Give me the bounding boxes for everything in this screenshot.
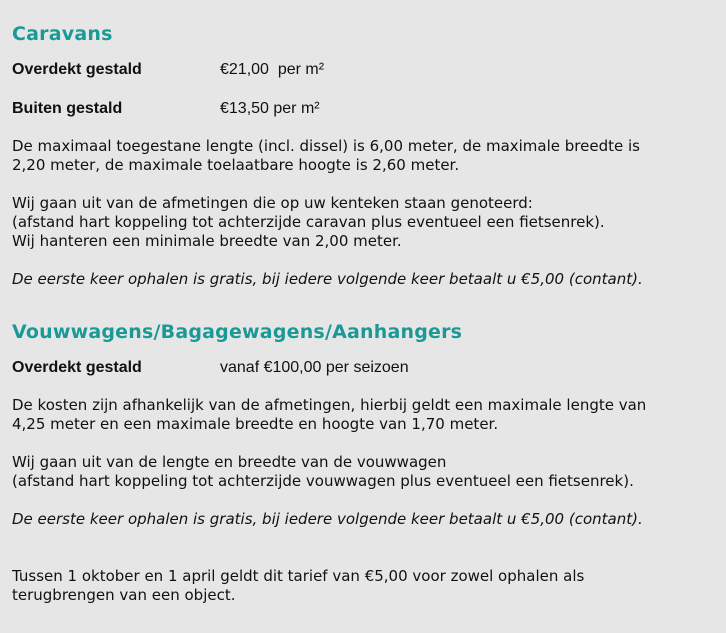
- price-row-outside: [12, 99, 714, 118]
- folding-heading: Vouwwagens/Bagagewagens/Aanhangers: [12, 321, 463, 343]
- price-label: Overdekt gestald: [12, 61, 142, 78]
- price-value: €13,50 per m²: [220, 100, 320, 117]
- registration-text: Wij gaan uit van de afmetingen die op uw kenteken staan genoteerd:: [12, 194, 533, 212]
- registration-text: Wij hanteren een minimale breedte van 2,00 meter.: [12, 232, 402, 250]
- costs-text: De kosten zijn afhankelijk van de afmetingen, hierbij geldt een maximale lengte van: [12, 396, 647, 414]
- price-label: Overdekt gestald: [12, 359, 142, 376]
- price-value: vanaf €100,00 per seizoen: [220, 359, 409, 376]
- measure-text: (afstand hart koppeling tot achterzijde vouwwagen plus eventueel een fietsenrek).: [12, 472, 634, 490]
- winter-note: Tussen 1 oktober en 1 april geldt dit tarief van €5,00 voor zowel ophalen als: [12, 567, 585, 585]
- pickup-note: De eerste keer ophalen is gratis, bij iedere volgende keer betaalt u €5,00 (contant).: [12, 510, 643, 528]
- winter-note: terugbrengen van een object.: [12, 586, 236, 604]
- measure-text: Wij gaan uit van de lengte en breedte van de vouwwagen: [12, 453, 447, 471]
- price-label: Buiten gestald: [12, 100, 123, 117]
- dimensions-text: 2,20 meter, de maximale toelaatbare hoogte is 2,60 meter.: [12, 156, 460, 174]
- registration-text: (afstand hart koppeling tot achterzijde caravan plus eventueel een fietsenrek).: [12, 213, 605, 231]
- costs-text: 4,25 meter en een maximale breedte en hoogte van 1,70 meter.: [12, 415, 499, 433]
- price-value: €21,00 per m²: [220, 61, 325, 78]
- price-row-covered: [12, 60, 714, 79]
- dimensions-text: De maximaal toegestane lengte (incl. dissel) is 6,00 meter, de maximale breedte is: [12, 137, 640, 155]
- price-row-covered-folding: [12, 358, 714, 377]
- caravans-heading: Caravans: [12, 23, 113, 45]
- pickup-note: De eerste keer ophalen is gratis, bij iedere volgende keer betaalt u €5,00 (contant).: [12, 270, 643, 288]
